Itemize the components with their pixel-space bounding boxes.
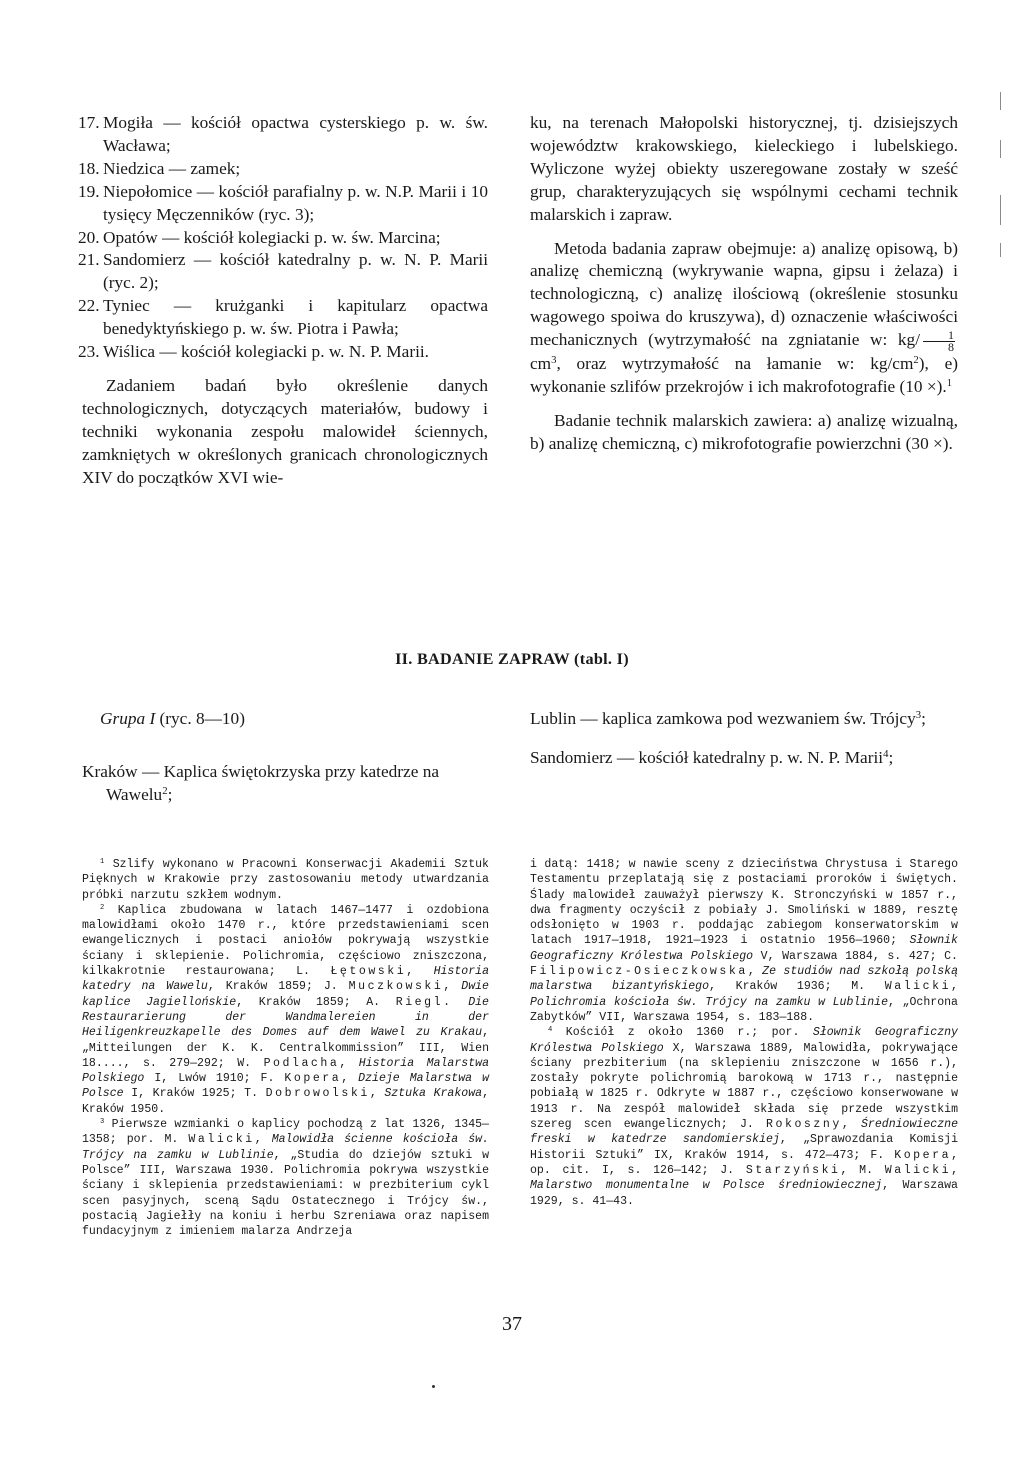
footnote-4-text-a: Kościół z około 1360 r.; por. (565, 1026, 800, 1040)
footnote-2-title-2: Dwie kaplice Jagiellońskie (82, 980, 489, 1009)
footnote-4-text-c: , „Sprawozdania Komisji Historii Sztuki” IX, Kraków 1914, s. 472—473; F. (530, 1133, 958, 1162)
top-left-column (78, 112, 488, 490)
footnote-1 (82, 857, 489, 903)
group-title (100, 707, 488, 730)
footnotes-right-column (530, 857, 958, 1209)
footnote-2-author-1: Łętowski (330, 965, 407, 979)
print-speck (432, 1385, 435, 1388)
footnote-3-author-1: Walicki (188, 1133, 255, 1147)
footnote-2-author-5: Kopera (284, 1072, 342, 1086)
footnote-2-title-1: Historia katedry na Wawelu (82, 965, 490, 994)
body-paragraph-2 (530, 238, 958, 399)
footnote-2-text-f: I, Kraków 1925; T. (123, 1087, 258, 1101)
body-paragraph-1-continued (530, 112, 958, 227)
footnote-2-title-6: Sztuka Krakowa (384, 1087, 483, 1101)
footnote-2-author-3: Riegl. (395, 995, 453, 1009)
site-list-item (78, 295, 488, 341)
scan-mark-1 (1000, 92, 1001, 110)
footnote-3-text-e: , Kraków 1936; M. (709, 980, 866, 994)
footnote-3-text-f: , „Ochrona Zabytków” VII, Warszawa 1954, s. 183—188. (530, 995, 958, 1024)
footnote-3-text-c: i datą: 1418; w nawie sceny z dzieciństwa Chrystusa i Starego Testamentu przeplatają się z postaciami proroków i świętych. Ślady malowideł zauważył pierwszy K. Stronczyński w 1857 r., dwa fragmenty oczyścił z pobiały J. Smoliński w 1889, resztę odsłonięto w 1903 r. poddając zabiegom konserwatorskim w latach 1917—1918, 1921—1923 i ostatnio 1956—1960; (530, 858, 958, 948)
footnote-4-author-2: Kopera (894, 1148, 952, 1162)
footnote-2-author-6: Dobrowolski (265, 1087, 370, 1101)
site-list-number: 21. (78, 250, 100, 270)
group-entry-lublin-text: Lublin — kaplica zamkowa pod wezwaniem św. Trójcy (530, 709, 916, 728)
body-paragraph-1-part-a: Zadaniem badań było określenie danych technologicznych, dotyczących materiałów, budowy i techniki wykonania zespołu malowideł ściennych, zamkniętych w określonych granicach chronologicznych XIV do początków XVI wie- (82, 375, 488, 487)
scan-mark-3 (1000, 195, 1001, 225)
group-entry-krakow-text: Kraków — Kaplica świętokrzyska przy katedrze na Wawelu (82, 762, 439, 804)
body-paragraph-1-part-b: ku, na terenach Małopolski historycznej, tj. dzisiejszych województw krakowskiego, kieleckiego i lubelskiego. Wyliczone wyżej obiekty uszeregowane zostały w sześć grup, charakteryzujących się wspólnymi cechami technik malarskich i zapraw. (530, 113, 958, 224)
footnote-2: $^2$ Kaplica zbudowana w latach 1467—1477 i ozdobiona malowidłami około 1470 r., które przedstawieniami scen ewangelicznych i postaci aniołów pokrywają wszystkie ściany i sklepienie. Polichromia, częściowo zniszczona, kilkakrotnie restaurowana; L. Łętowski, Historia katedry na Wawelu, Kraków 1859; J. Muczkowski, Dwie kaplice Jagiellońskie, Kraków 1859; A. Riegl. Die Restaurarierung der Wandmalereien in der Heiligenkreuzkapelle des Domes auf dem Wawel zu Krakau, „Mitteilungen der K. K. Centralkommission” III, Wien 18...., s. 279—292; W. Podlacha, Historia Malarstwa Polskiego I, Lwów 1910; F. Kopera, Dzieje Malarstwa w Polsce I, Kraków 1925; T. Dobrowolski, Sztuka Krakowa, Kraków 1950. (82, 903, 490, 1116)
footnote-3: $^3$ Pierwsze wzmianki o kaplicy pochodzą z lat 1326, 1345—1358; por. M. Walicki, Malowidła ścienne kościoła św. Trójcy na zamku w Lublinie, „Studia do dziejów sztuki w Polsce” III, Warszawa 1930. Polichromia pokrywa wszystkie ściany i sklepienia przedstawieniami: w prezbiterium cykl scen pasyjnych, sceną Sądu Ostatecznego i Trójcy św., postacią Jagiełły na koniu i herbu Szreniawa oraz napisem fundacyjnym z imieniem malarza Andrzeja (82, 1118, 489, 1239)
site-list-item (78, 112, 488, 158)
footnote-4-text-f: , Warszawa 1929, s. 41—43. (530, 1179, 958, 1208)
footnote-ref-4: 4 (883, 748, 889, 761)
site-list-text: Opatów — kościół kolegiacki p. w. św. Marcina; (103, 227, 441, 247)
footnote-3-text-a: Pierwsze wzmianki o kaplicy pochodzą z lat 1326, 1345—1358; por. M. (82, 1118, 489, 1147)
footnote-4-author-4: Walicki (884, 1163, 952, 1177)
footnote-2-text-a: Kaplica zbudowana w latach 1467—1477 i ozdobiona malowidłami około 1470 r., które przedstawieniami scen ewangelicznych i postaci aniołów pokrywają wszystkie ściany i sklepienie. Polichromia, częściowo zniszczona, kilkakrotnie restaurowana; L. (82, 903, 489, 979)
site-list-number: 17. (78, 113, 100, 132)
site-list-text: Tyniec — krużganki i kapitularz opactwa benedyktyńskiego p. w. św. Piotra i Pawła; (103, 296, 488, 339)
footnote-3-author-2: Filipowicz-Osieczkowska (530, 965, 748, 979)
footnote-3-text-d: V, Warszawa 1884, s. 427; C. (753, 949, 958, 963)
footnote-3-title-2: Słownik Geograficzny Królestwa Polskiego (530, 934, 958, 963)
footnote-4-title-2: Średniowieczne freski w katedrze sandomierskiej (530, 1118, 958, 1147)
method-text-d: ), e) wykonanie szlifów przekrojów i ich makrofotografie (10 ×) (530, 354, 958, 397)
scan-mark-4 (1000, 243, 1001, 257)
site-list-number: 23. (78, 342, 100, 362)
footnote-4-author-1: Rokoszny (766, 1118, 842, 1132)
method-text-e: . (942, 377, 947, 397)
group-entry-sandomierz-text: Sandomierz — kościół katedralny p. w. N. P. Marii (530, 748, 884, 767)
footnote-2-text-g: , Kraków 1950. (82, 1087, 490, 1116)
footnote-3-title-1: Malowidła ścienne kościoła św. Trójcy na zamku w Lublinie (82, 1133, 489, 1162)
site-list (78, 112, 488, 364)
site-list-text: Niepołomice — kościół parafialny p. w. N.P. Marii i 10 tysięcy Męczenników (ryc. 3); (103, 181, 488, 224)
footnote-2-mark: 2 (100, 903, 105, 912)
footnote-ref-3: 3 (915, 709, 922, 722)
footnote-3-title-4: Polichromia kościoła św. Trójcy na zamku w Lublinie (530, 995, 889, 1009)
group-title-italic: Grupa I (100, 709, 156, 728)
footnote-3-title-3: Ze studiów nad szkołą polską malarstwa bizantyńskiego (530, 965, 959, 994)
footnote-2-author-4: Podlacha (263, 1056, 340, 1070)
footnote-2-text-e: I, Lwów 1910; F. (144, 1072, 275, 1086)
footnote-4-author-3: Starzyński (745, 1163, 841, 1177)
footnote-4: $^4$ Kościół z około 1360 r.; por. Słownik Geograficzny Królestwa Polskiego X, Warszawa 1889, Malowidła, pokrywające ściany prezbiterium (na sklepieniu zniszczone w 1656 r.), zostały pokryte polichromią barokową w 1713 r., następnie pobiałą w 1825 r. Odkryte w 1887 r., częściowo konserwowane w 1913 r. Na zespół malowideł składa się przede wszystkim szereg scen ewangelicznych; J. Rokoszny, Średniowieczne freski w katedrze sandomierskiej, „Sprawozdania Komisji Historii Sztuki” IX, Kraków 1914, s. 472—473; F. Kopera, op. cit. I, s. 126—142; J. Starzyński, M. Walicki, Malarstwo monumentalne w Polsce średniowiecznej, Warszawa 1929, s. 41—43. (530, 1026, 958, 1208)
footnote-3-text-b: , „Studia do dziejów sztuki w Polsce” III, Warszawa 1930. Polichromia pokrywa wszystkie ściany i sklepienia przedstawieniami: w prezbiterium cykl scen pasyjnych, sceną Sądu Ostatecznego i Trójcy św., postacią Jagiełły na koniu i herbu Szreniawa oraz napisem fundacyjnym z imieniem malarza Andrzeja (82, 1148, 489, 1239)
site-list-text: Niedzica — zamek; (103, 158, 241, 178)
group-right-column (530, 707, 958, 769)
site-list-item (78, 341, 488, 364)
footnote-4-title-3: Malarstwo monumentalne w Polsce średniowiecznej (530, 1179, 883, 1193)
fraction-numerator: 1 (923, 330, 955, 342)
site-list-item (78, 158, 488, 181)
footnote-3-continued: i datą: 1418; w nawie sceny z dzieciństwa Chrystusa i Starego Testamentu przeplatają się z postaciami proroków i świętych. Ślady malowideł zauważył pierwszy K. Stronczyński w 1857 r., dwa fragmenty oczyścił z pobiały J. Smoliński w 1889, resztę odsłonięto w 1903 r. poddając zabiegom konserwatorskim w latach 1917—1918, 1921—1923 i ostatnio 1956—1960; Słownik Geograficzny Królestwa Polskiego V, Warszawa 1884, s. 427; C. Filipowicz-Osieczkowska, Ze studiów nad szkołą polską malarstwa bizantyńskiego, Kraków 1936; M. Walicki, Polichromia kościoła św. Trójcy na zamku w Lublinie, „Ochrona Zabytków” VII, Warszawa 1954, s. 183—188. (530, 858, 959, 1024)
site-list-number: 20. (78, 227, 100, 247)
scan-mark-2 (1000, 140, 1001, 158)
footnote-2-title-4: Historia Malarstwa Polskiego (82, 1056, 490, 1086)
footnote-ref-2: 2 (162, 785, 168, 798)
fraction-denominator: 8 (948, 340, 954, 355)
footnote-2-title-3: Die Restaurarierung der Wandmalereien in der Heiligenkreuzkapelle des Domes auf dem Wawel zu Krakau (82, 995, 489, 1040)
superscript-2: 2 (913, 354, 919, 367)
method-text-b: cm (530, 354, 552, 374)
footnote-2-author-2: Muczkowski (348, 980, 444, 994)
footnote-2-title-5: Dzieje Malarstwa w Polsce (82, 1072, 489, 1101)
group-title-rest: (ryc. 8—10) (155, 709, 245, 728)
footnote-4-text-d: , op. cit. I, s. 126—142; J. (530, 1148, 958, 1177)
site-list-number: 19. (78, 181, 100, 201)
site-list-number: 22. (78, 296, 100, 316)
footnote-3-mark: 3 (100, 1118, 105, 1127)
footnote-4-text-e: , M. (840, 1163, 874, 1177)
page-number: 37 (502, 1313, 522, 1335)
footnote-2-text-b: , Kraków 1859; J. (207, 980, 338, 994)
footnote-4-text-b: X, Warszawa 1889, Malowidła, pokrywające ściany prezbiterium (na sklepieniu zniszczone w 1656 r.), zostały pokryte polichromią barokową w 1713 r., następnie pobiałą w 1825 r. Odkryte w 1887 r., częściowo konserwowane w 1913 r. Na zespół malowideł składa się przede wszystkim szereg scen ewangelicznych; J. (530, 1041, 958, 1132)
footnote-4-mark: 4 (548, 1026, 553, 1035)
footnote-2-text-d: , „Mitteilungen der K. K. Centralkommission” III, Wien 18...., s. 279—292; W. (82, 1026, 489, 1070)
site-list-text: Mogiła — kościół opactwa cysterskiego p. w. św. Wacława; (103, 113, 488, 155)
top-right-column (530, 112, 958, 456)
group-entry-sandomierz (530, 746, 958, 769)
footnote-2-text-c: , Kraków 1859; A. (236, 995, 381, 1009)
footnote-1-mark: 1 (100, 858, 105, 867)
site-list-item (78, 249, 488, 295)
superscript-3: 3 (551, 354, 557, 367)
group-entry-lublin-tail: ; (921, 709, 926, 728)
group-left-column (82, 707, 488, 806)
body-paragraph-1 (82, 375, 488, 490)
site-list-number: 18. (78, 158, 100, 178)
method-text-a: Metoda badania zapraw obejmuje: a) analizę opisową, b) analizę chemiczną (wykrywanie wapna, gipsu i żelaza) i technologiczną, c) analizę ilościową (określenie stosunku wagowego spoiwa do kruszywa), d) oznaczenie właściwości mechanicznych (wytrzymałość na zgniatanie w: kg/ (530, 238, 958, 350)
group-entry-krakow (82, 760, 488, 806)
method-text-c: , oraz wytrzymałość na łamanie w: kg/cm (556, 354, 914, 374)
footnote-3-author-3: Walicki (884, 980, 952, 994)
section-title: II. BADANIE ZAPRAW (tabl. I) (395, 650, 629, 668)
group-entry-sandomierz-tail: ; (888, 748, 894, 767)
body-paragraph-3: Badanie technik malarskich zawiera: a) analizę wizualną, b) analizę chemiczną, c) mikrofotografie powierzchni (30 ×). (530, 410, 958, 453)
footnotes-left-column (82, 857, 489, 1239)
site-list-item (78, 181, 488, 227)
footnote-1-text: Szlify wykonano w Pracowni Konserwacji Akademii Sztuk Pięknych w Krakowie przy zastosowaniu metody utwardzania próbki narzutu szkłem wodnym. (82, 858, 489, 902)
fraction (923, 330, 955, 353)
group-entry-lublin (530, 707, 958, 730)
site-list-text: Sandomierz — kościół katedralny p. w. N. P. Marii (ryc. 2); (103, 250, 488, 293)
footnote-4-title-1: Słownik Geograficzny Królestwa Polskiego (530, 1026, 958, 1055)
footnote-ref-1: 1 (946, 377, 953, 390)
site-list-item (78, 227, 488, 250)
group-entry-krakow-tail: ; (167, 785, 173, 804)
site-list-text: Wiślica — kościół kolegiacki p. w. N. P. Marii. (103, 342, 429, 362)
